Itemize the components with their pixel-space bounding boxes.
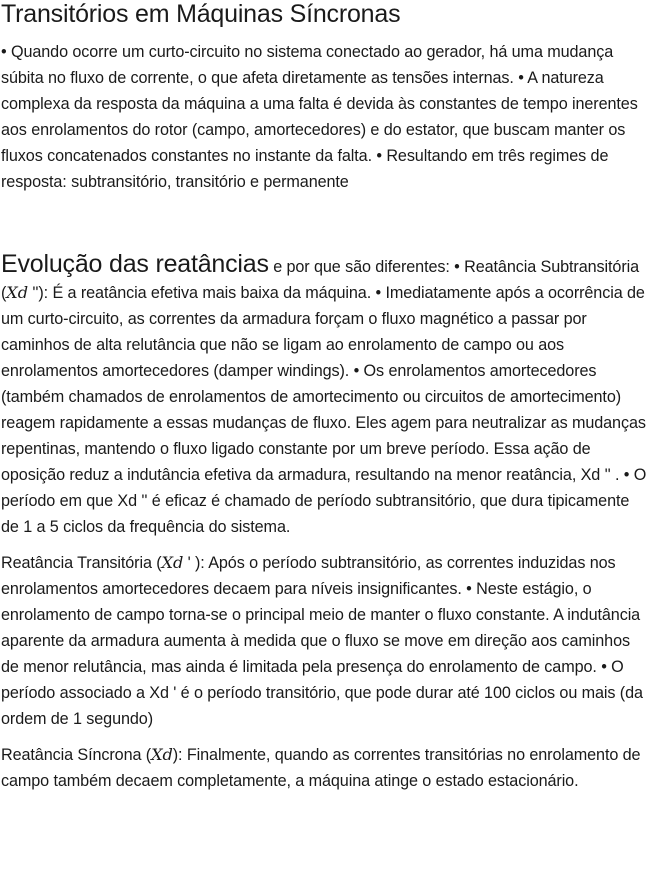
transient-symbol: Xd [161, 553, 184, 572]
synchronous-lead: Reatância Síncrona ( [1, 746, 152, 764]
subtransient-symbol: Xd [6, 283, 28, 302]
reactances-paragraph [1, 251, 650, 540]
transient-text: ' ): Após o período subtransitório, as correntes induzidas nos enrolamentos amortecedores decaem para níveis insignificantes. • Neste estágio, o enrolamento de campo torna-se o principal meio de manter o fluxo constante. A indutância aparente da armadura aumenta à medida que o fluxo se move em direção aos caminhos de menor relutância, mas ainda é limitada pela presença do enrolamento de campo. • O período associado a Xd ' é o período transitório, que pode durar até 100 ciclos ou mais (da ordem de 1 segundo) [1, 554, 643, 728]
transient-paragraph [1, 550, 650, 732]
page-title: Transitórios em Máquinas Síncronas [1, 0, 401, 28]
synchronous-paragraph [1, 742, 650, 794]
intro-paragraph: • Quando ocorre um curto-circuito no sistema conectado ao gerador, há uma mudança súbita no fluxo de corrente, o que afeta diretamente as tensões internas. • A natureza complexa da resposta da máquina a uma falta é devida às constantes de tempo inerentes aos enrolamentos do rotor (campo, amortecedores) e do estator, que buscam manter os fluxos concatenados constantes no instante da falta. • Resultando em três regimes de resposta: subtransitório, transitório e permanente [1, 43, 638, 191]
section-heading-tail: e por que são diferentes: • Reatância Subtransitória ( [1, 258, 640, 302]
synchronous-text: ): Finalmente, quando as correntes transitórias no enrolamento de campo também decaem completamente, a máquina atinge o estado estacionário. [1, 746, 641, 790]
section-heading: Evolução das reatâncias [1, 250, 269, 278]
subtransient-text: ''): É a reatância efetiva mais baixa da máquina. • Imediatamente após a ocorrência de um curto-circuito, as correntes da armadura forçam o fluxo magnético a passar por caminhos de alta relutância que não se ligam ao enrolamento de campo ou aos enrolamentos amortecedores (damper windings). • Os enrolamentos amortecedores (também chamados de enrolamentos de amortecimento ou circuitos de amortecimento) reagem rapidamente a essas mudanças de fluxo. Eles agem para neutralizar as mudanças repentinas, mantendo o fluxo ligado constante por um breve período. Essa ação de oposição reduz a indutância efetiva da armadura, resultando na menor reatância, Xd '' . • O período em que Xd '' é eficaz é chamado de período subtransitório, que dura tipicamente de 1 a 5 ciclos da frequência do sistema. [1, 284, 647, 536]
transient-lead: Reatância Transitória ( [1, 554, 162, 572]
synchronous-symbol: Xd [151, 745, 173, 764]
